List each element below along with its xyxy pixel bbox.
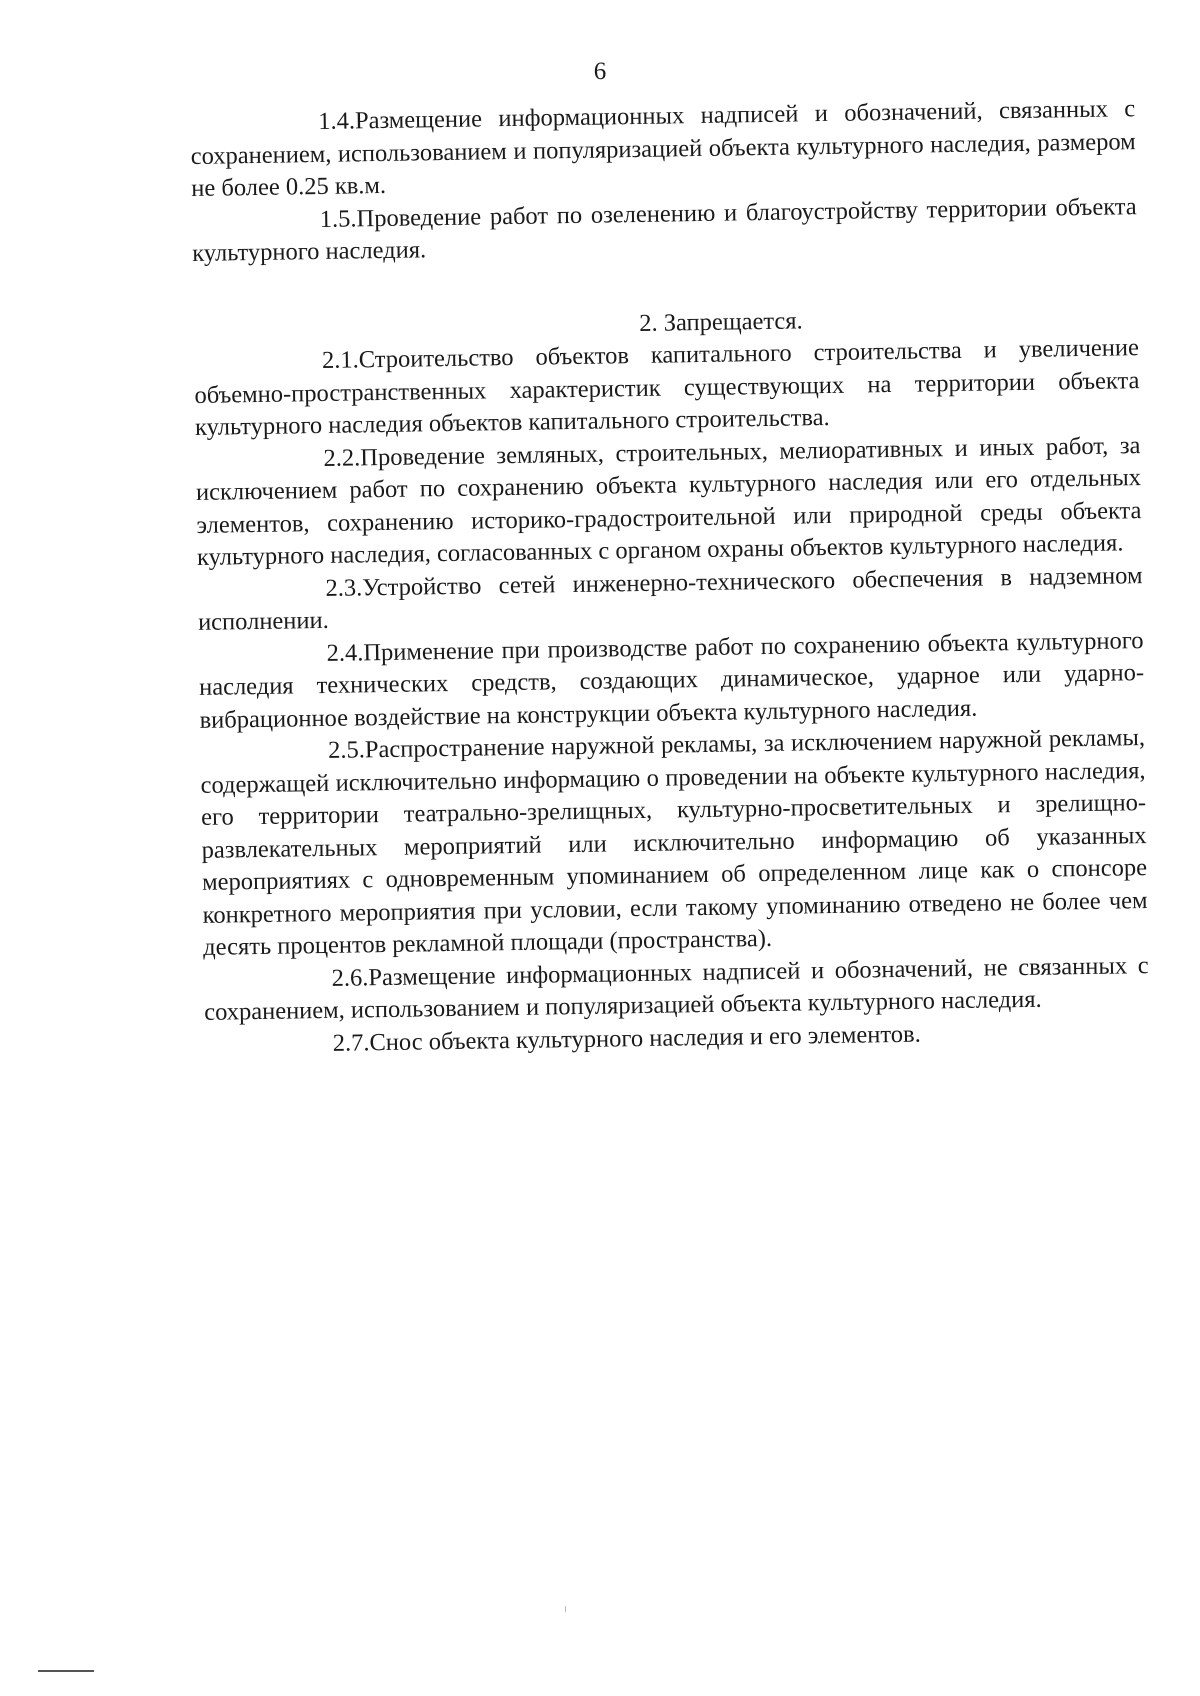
scan-artifact-dot	[565, 1606, 566, 1612]
paragraph-text: Строительство объектов капитального строительства и увеличение объемно-пространственных характеристик существующих на территории объекта культурного наследия объектов капитального строительства.	[194, 334, 1140, 441]
paragraph-text: Проведение земляных, строительных, мелиоративных и иных работ, за исключением работ по сохранению объекта культурного наследия или его отдельных элементов, сохранению историко-градостроительной или природной среды объекта культурного наследия, согласованных с органом охраны объектов культурного наследия.	[195, 431, 1142, 571]
paragraph-text: Снос объекта культурного наследия и его элементов.	[369, 1020, 921, 1056]
paragraph-1-5	[192, 191, 1138, 271]
page-number: 6	[593, 58, 607, 85]
paragraph-number: 2.4.	[326, 638, 364, 667]
paragraph-number: 2.3.	[325, 573, 363, 602]
paragraph-number: 2.1.	[321, 346, 359, 374]
paragraph-number: 2.5.	[327, 736, 366, 764]
paragraph-number: 2.2.	[323, 443, 361, 472]
paragraph-text: Устройство сетей инженерно-технического обеспечения в надземном исполнении.	[197, 561, 1143, 636]
paragraph-text: Размещение информационных надписей и обозначений, не связанных с сохранением, использованием и популяризацией объекта культурного наследия.	[203, 951, 1149, 1026]
paragraph-number: 2.6.	[331, 963, 369, 992]
section-heading-prohibited: 2. Запрещается.	[638, 306, 803, 337]
scan-artifact-line	[38, 1670, 94, 1672]
paragraph-text: Применение при производстве работ по сохранению объекта культурного наследия технических средств, создающих динамическое, ударное или ударно-вибрационное воздействие на конструкции объекта культурного наследия.	[198, 626, 1145, 734]
paragraph-2-2	[195, 430, 1142, 575]
paragraph-text: Распространение наружной рекламы, за исключением наружной рекламы, содержащей исключительно информацию о проведении на объекте культурного наследия, его территории театрально-зрелищных, культурно-просветительных и зрелищно-развлекательных мероприятий или исключительно информацию об указанных мероприятиях с одновременным упоминанием об определенном лице как о спонсоре конкретного мероприятия при условии, если такому упоминанию отведено не более чем десять процентов рекламной площади (пространства).	[200, 724, 1148, 961]
paragraph-1-4	[190, 93, 1136, 205]
paragraph-2-5	[200, 722, 1148, 964]
paragraph-number: 2.7.	[332, 1028, 370, 1057]
paragraph-2-4	[198, 625, 1144, 737]
paragraph-text: Проведение работ по озеленению и благоустройству территории объекта культурного наследия.	[192, 192, 1137, 267]
paragraph-2-1	[194, 332, 1140, 444]
document-body	[190, 93, 1150, 1062]
paragraph-number: 1.4.	[318, 107, 356, 135]
paragraph-number: 1.5.	[319, 204, 357, 233]
paragraph-text: Размещение информационных надписей и обозначений, связанных с сохранением, использованием и популяризацией объекта культурного наследия, размером не более 0.25 кв.м.	[190, 95, 1136, 202]
